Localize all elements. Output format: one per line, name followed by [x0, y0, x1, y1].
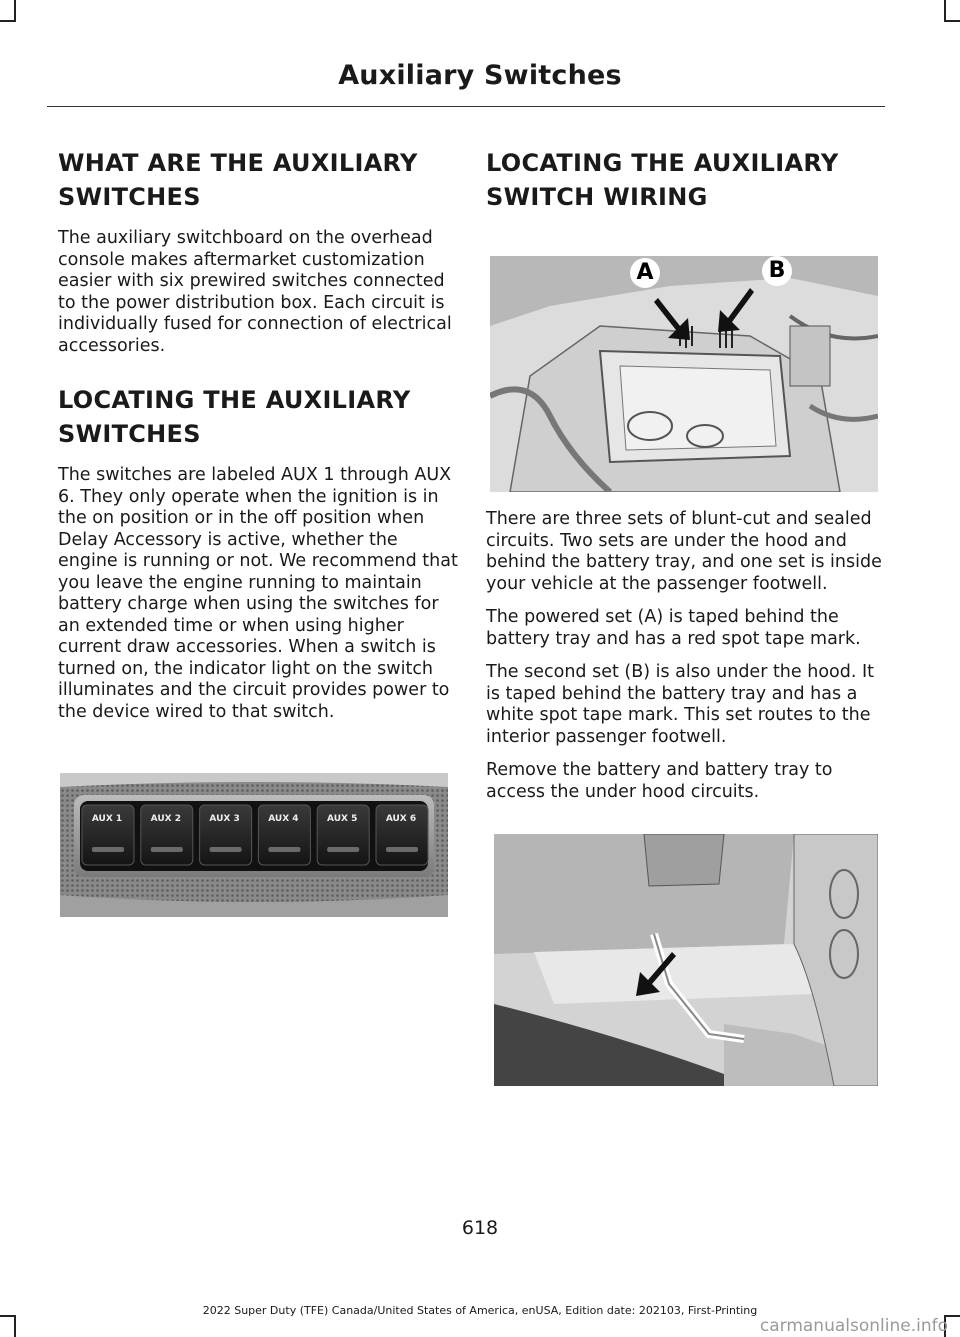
crop-mark — [944, 0, 946, 22]
section-body-locating-switches: The switches are labeled AUX 1 through AUX 6. They only operate when the ignition is in the on position or in the off position when Delay Accessory is active, whether the engine is running or not. We recommend that you leave the engine running to maintain battery charge when using the switches for an extended time or when using higher current draw accessories. When a switch is turned on, the indicator light on the switch illuminates and the circuit provides power to the device wired to that switch. — [58, 465, 458, 722]
wiring-paragraph-1: There are three sets of blunt-cut and sealed circuits. Two sets are under the hood and behind the battery tray, and one set is inside your vehicle at the passenger footwell. — [486, 509, 882, 594]
heading-line: LOCATING THE AUXILIARY — [58, 386, 411, 414]
switch-indicator-light — [151, 847, 183, 852]
edition-footer: 2022 Super Duty (TFE) Canada/United States of America, enUSA, Edition date: 202103, First-Printing — [202, 1304, 758, 1317]
crop-mark — [0, 20, 16, 22]
left-column — [58, 146, 458, 723]
wiring-paragraph-2: The powered set (A) is taped behind the battery tray and has a red spot tape mark. — [486, 607, 861, 649]
aux1-switch-label: AUX 1 — [91, 814, 123, 824]
right-column-body — [486, 509, 886, 803]
heading-line: SWITCH WIRING — [486, 183, 708, 211]
crop-mark — [14, 0, 16, 22]
engine-bay-illustration — [490, 256, 878, 492]
switch-indicator-light — [327, 847, 359, 852]
page-title: Auxiliary Switches — [338, 60, 622, 91]
section-body-what: The auxiliary switchboard on the overhead console makes aftermarket customization easier with six prewired switches connected to the power distribution box. Each circuit is individually fused for connection of electrical accessories. — [58, 228, 452, 356]
switch-labels — [82, 810, 426, 830]
passenger-footwell-figure — [494, 834, 878, 1086]
aux-switch-panel-figure — [60, 773, 448, 917]
section-heading-locating-wiring — [486, 146, 886, 214]
aux6-switch-label: AUX 6 — [385, 814, 417, 824]
section-heading-locating-switches — [58, 383, 458, 451]
crop-mark — [14, 1315, 16, 1337]
crop-mark — [944, 20, 960, 22]
switch-indicator-light — [386, 847, 418, 852]
wiring-paragraph-4: Remove the battery and battery tray to access the under hood circuits. — [486, 760, 833, 802]
aux2-switch-label: AUX 2 — [150, 814, 181, 824]
page-number: 618 — [461, 1217, 499, 1239]
switch-indicator-light — [210, 847, 242, 852]
heading-line: SWITCHES — [58, 183, 201, 211]
wiring-paragraph-3: The second set (B) is also under the hood. It is taped behind the battery tray and has a white spot tape mark. This set routes to the interior passenger footwell. — [486, 662, 874, 747]
aux-switch-panel-illustration — [60, 773, 448, 917]
right-column — [486, 146, 886, 214]
switch-indicator-light — [92, 847, 124, 852]
callout-b-label: B — [762, 256, 792, 286]
switch-indicator-light — [268, 847, 300, 852]
aux5-switch-label: AUX 5 — [327, 814, 358, 824]
callout-a-label: A — [630, 258, 660, 288]
aux4-switch-label: AUX 4 — [268, 814, 299, 824]
section-heading-what — [58, 146, 458, 214]
heading-line: LOCATING THE AUXILIARY — [486, 149, 839, 177]
heading-line: WHAT ARE THE AUXILIARY — [58, 149, 418, 177]
header-divider — [47, 106, 885, 107]
heading-line: SWITCHES — [58, 420, 201, 448]
aux3-switch-label: AUX 3 — [209, 814, 240, 824]
engine-bay-figure — [490, 256, 878, 492]
passenger-footwell-illustration — [494, 834, 878, 1086]
site-watermark: carmanualsonline.info — [759, 1316, 948, 1336]
